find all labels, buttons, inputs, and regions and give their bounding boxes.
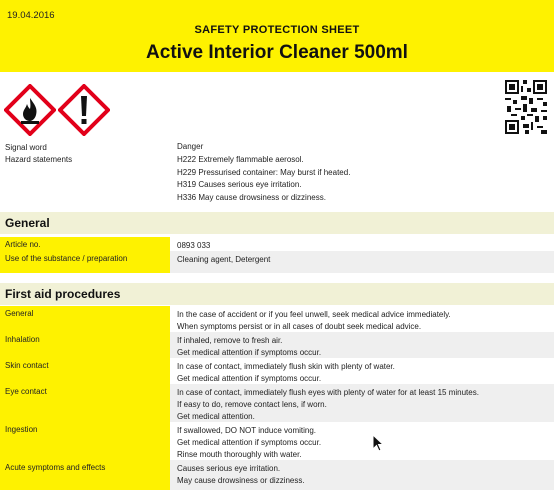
exclamation-icon	[58, 84, 110, 136]
table-row	[0, 237, 554, 251]
row-label: Skin contact	[0, 358, 170, 384]
hazard-statement: H336 May cause drowsiness or dizziness.	[177, 192, 326, 202]
section-title: First aid procedures	[5, 287, 121, 301]
value-line: 0893 033	[177, 241, 211, 250]
table-row	[0, 251, 554, 273]
value-line: In the case of accident or if you feel unwell, seek medical advice immediately.	[177, 310, 451, 319]
hazard-statement: H229 Pressurised container: May burst if heated.	[177, 167, 351, 177]
row-value	[177, 361, 395, 385]
row-value	[177, 425, 321, 462]
signal-word-label: Signal word	[5, 143, 47, 152]
table-row	[0, 306, 554, 332]
section-title: General	[5, 216, 50, 230]
row-label: Inhalation	[0, 332, 170, 358]
value-line: If easy to do, remove contact lens, if worn.	[177, 400, 327, 410]
table-row	[0, 460, 554, 490]
mouse-pointer-icon	[372, 434, 384, 452]
flammable-icon	[4, 84, 56, 136]
row-label: Use of the substance / preparation	[0, 251, 170, 273]
row-label: Article no.	[0, 237, 170, 251]
value-line: If inhaled, remove to fresh air.	[177, 336, 283, 345]
section-general	[0, 212, 554, 234]
value-line: Rinse mouth thoroughly with water.	[177, 450, 302, 460]
value-line: Get medical attention if symptoms occur.	[177, 348, 322, 358]
value-line: If swallowed, DO NOT induce vomiting.	[177, 426, 317, 435]
row-value	[177, 387, 479, 424]
value-line: When symptoms persist or in all cases of doubt seek medical advice.	[177, 322, 422, 332]
row-label: Acute symptoms and effects	[0, 460, 170, 490]
qr-code-icon	[503, 78, 549, 136]
value-line: In case of contact, immediately flush eyes with plenty of water for at least 15 minutes.	[177, 388, 479, 397]
hazard-statement: H319 Causes serious eye irritation.	[177, 180, 302, 189]
hazard-statements	[177, 154, 350, 204]
table-row	[0, 332, 554, 358]
row-label: General	[0, 306, 170, 332]
document-date: 19.04.2016	[7, 10, 55, 21]
row-label: Ingestion	[0, 422, 170, 460]
table-row	[0, 384, 554, 422]
value-line: In case of contact, immediately flush skin with plenty of water.	[177, 362, 395, 371]
row-value	[177, 463, 305, 487]
value-line: May cause drowsiness or dizziness.	[177, 476, 305, 486]
value-line: Causes serious eye irritation.	[177, 464, 281, 473]
row-value	[177, 335, 321, 359]
value-line: Get medical attention.	[177, 412, 255, 422]
hazard-statement: H222 Extremely flammable aerosol.	[177, 155, 304, 164]
value-line: Get medical attention if symptoms occur.	[177, 438, 322, 448]
header-banner	[0, 0, 554, 72]
sheet-type-title: SAFETY PROTECTION SHEET	[194, 24, 360, 36]
product-title: Active Interior Cleaner 500ml	[146, 42, 408, 63]
table-row	[0, 358, 554, 384]
row-value	[177, 309, 451, 333]
hazard-statements-label: Hazard statements	[5, 155, 73, 164]
table-row	[0, 422, 554, 460]
signal-word-value: Danger	[177, 142, 204, 151]
row-value	[177, 254, 270, 266]
row-label: Eye contact	[0, 384, 170, 422]
value-line: Cleaning agent, Detergent	[177, 255, 271, 264]
value-line: Get medical attention if symptoms occur.	[177, 374, 322, 384]
section-first-aid	[0, 283, 554, 305]
